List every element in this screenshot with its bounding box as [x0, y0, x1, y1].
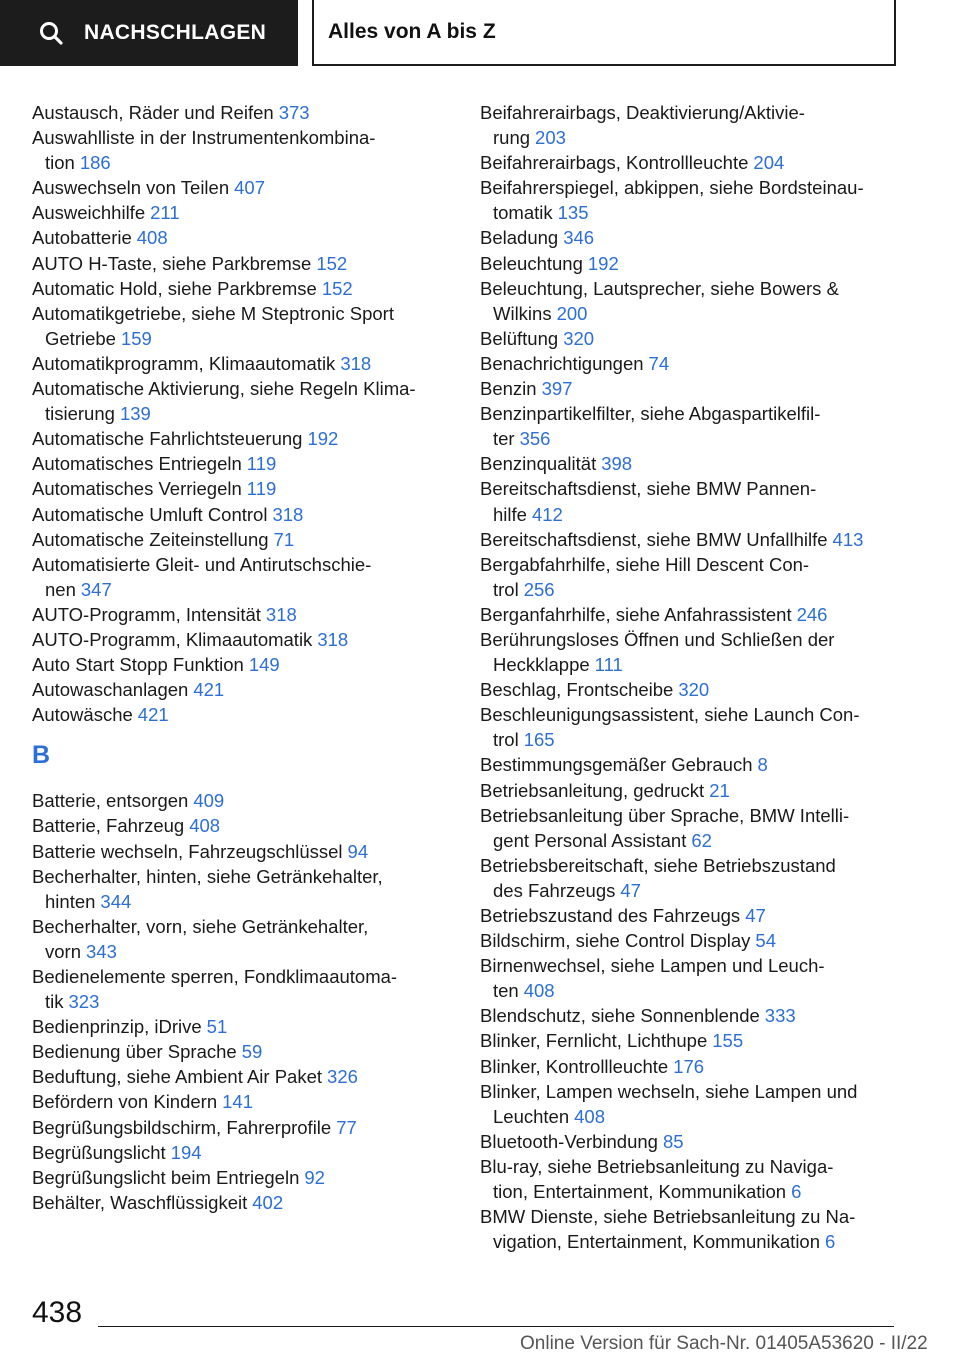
page-number: 438: [32, 1296, 83, 1329]
page-reference-link[interactable]: 8: [757, 754, 768, 776]
page-reference-link[interactable]: 318: [317, 628, 349, 650]
index-entry: [32, 1140, 462, 1165]
index-entry: [480, 602, 910, 627]
index-entry-text: BMW Dienste, siehe Betriebsanleitung zu Na-: [480, 1206, 856, 1228]
index-entry-text: Birnenwechsel, siehe Lampen und Leuch-: [480, 955, 825, 977]
index-entry: [480, 150, 910, 175]
index-entry: [32, 1014, 462, 1039]
index-entry: [32, 276, 462, 301]
index-entry-text: Benachrichtigungen: [480, 352, 644, 374]
index-entry: [480, 326, 910, 351]
index-entry: [32, 1115, 462, 1140]
index-entry: [480, 1054, 910, 1079]
page-reference-link[interactable]: 347: [80, 578, 112, 600]
index-entry-text: Autowäsche: [32, 704, 133, 726]
index-entry-text: Betriebsanleitung, gedruckt: [480, 779, 705, 801]
index-entry: [32, 225, 462, 250]
index-entry-text: Batterie, entsorgen: [32, 790, 189, 812]
index-entry-text-continued: Leuchten: [493, 1105, 570, 1127]
page-reference-link[interactable]: 356: [519, 428, 551, 450]
index-entry: [480, 527, 910, 552]
index-entry-text: Batterie wechseln, Fahrzeugschlüssel: [32, 840, 343, 862]
index-entry-text-continued: Wilkins: [493, 302, 552, 324]
index-entry: [480, 1154, 910, 1204]
index-entry: [32, 125, 462, 175]
index-entry-text: Beschleunigungsassistent, siehe Launch Con-: [480, 704, 860, 726]
index-entry: [480, 376, 910, 401]
page-reference-link[interactable]: 318: [272, 503, 304, 525]
index-entry: [480, 778, 910, 803]
index-entry-text-continued: vigation, Entertainment, Kommunikation: [493, 1231, 821, 1253]
index-entry: [480, 677, 910, 702]
index-entry-text: Beladung: [480, 227, 559, 249]
index-entry-text-continued: hilfe: [493, 503, 527, 525]
index-entry-text: Bedienprinzip, iDrive: [32, 1016, 202, 1038]
index-entry-text: Bedienelemente sperren, Fondklimaautoma-: [32, 966, 398, 987]
page-reference-link[interactable]: 159: [120, 327, 152, 349]
index-entry: [480, 451, 910, 476]
index-entry-text: Benzinpartikelfilter, siehe Abgaspartikelfil-: [480, 403, 821, 425]
index-entry-text: Auswahlliste in der Instrumentenkombina-: [32, 127, 376, 149]
index-entry: [480, 1028, 910, 1053]
index-entry: [480, 476, 910, 526]
index-entry: [480, 100, 910, 150]
index-entry-text: Bergabfahrhilfe, siehe Hill Descent Con-: [480, 553, 810, 575]
page-reference-link[interactable]: 149: [248, 654, 280, 676]
index-entry: [480, 401, 910, 451]
page-reference-link[interactable]: 200: [556, 302, 588, 324]
index-entry-text: Beschlag, Frontscheibe: [480, 679, 674, 701]
index-entry: [32, 702, 462, 727]
page-reference-link[interactable]: 47: [745, 905, 766, 926]
index-entry: [32, 1064, 462, 1089]
index-entry-text: Berganfahrhilfe, siehe Anfahrassistent: [480, 603, 792, 625]
index-list-a: [32, 100, 462, 727]
index-entry: [480, 1129, 910, 1154]
search-icon: [38, 20, 64, 46]
index-entry-text: Bluetooth-Verbindung: [480, 1130, 658, 1152]
index-entry-text: Blu-ray, siehe Betriebsanleitung zu Naviga-: [480, 1155, 834, 1177]
index-entry: [480, 803, 910, 853]
index-entry: [32, 200, 462, 225]
index-entry-text-continued: Heckklappe: [493, 654, 590, 676]
section-letter-b: B: [32, 741, 51, 770]
index-entry-text: Automatic Hold, siehe Parkbremse: [32, 277, 317, 299]
page-reference-link[interactable]: 256: [523, 578, 555, 600]
index-entry: [32, 788, 462, 813]
page-reference-link[interactable]: 344: [100, 890, 132, 912]
index-entry-text: Becherhalter, vorn, siehe Getränkehalter,: [32, 915, 369, 937]
index-entry-text: Betriebsanleitung über Sprache, BMW Intelli-: [480, 804, 850, 826]
index-entry-text: Automatische Umluft Control: [32, 503, 268, 525]
index-entry-text-continued: gent Personal Assistant: [493, 829, 687, 851]
index-entry-text: Behälter, Waschflüssigkeit: [32, 1191, 248, 1213]
index-list-b: [32, 788, 462, 1215]
index-entry-text-continued: tion: [45, 152, 75, 174]
index-entry-text: Begrüßungsbildschirm, Fahrerprofile: [32, 1116, 332, 1138]
section-title: Alles von A bis Z: [328, 20, 496, 43]
index-entry-text: Austausch, Räder und Reifen: [32, 102, 274, 123]
index-entry: [32, 175, 462, 200]
index-entry-text: Beleuchtung: [480, 252, 583, 274]
index-entry-text: Automatische Fahrlichtsteuerung: [32, 428, 303, 450]
index-entry: [32, 1190, 462, 1215]
page-reference-link[interactable]: 141: [222, 1091, 253, 1113]
index-entry-text-continued: trol: [493, 729, 519, 751]
index-entry-text: Bestimmungsgemäßer Gebrauch: [480, 754, 753, 776]
page-reference-link[interactable]: 407: [234, 177, 265, 199]
page-reference-link[interactable]: 204: [753, 152, 785, 174]
index-entry: [32, 451, 462, 476]
page-reference-link[interactable]: 408: [523, 980, 555, 1002]
search-tab-label: NACHSCHLAGEN: [84, 21, 267, 44]
index-entry-text: Betriebszustand des Fahrzeugs: [480, 905, 741, 926]
index-entry-text: Automatische Aktivierung, siehe Regeln Klima-: [32, 378, 416, 400]
index-entry-text-continued: tisierung: [45, 403, 115, 425]
index-entry-text-continued: tomatik: [493, 202, 553, 224]
index-entry: [480, 752, 910, 777]
page-reference-link[interactable]: 194: [170, 1141, 202, 1163]
index-entry-text: Auswechseln von Teilen: [32, 177, 230, 199]
index-entry-text: Bereitschaftsdienst, siehe BMW Pannen-: [480, 478, 817, 500]
page-reference-link[interactable]: 203: [535, 127, 566, 149]
page-reference-link[interactable]: 409: [193, 790, 225, 812]
page-reference-link[interactable]: 6: [791, 1181, 802, 1203]
index-entry: [480, 853, 910, 903]
index-entry-text: Batterie, Fahrzeug: [32, 815, 185, 837]
index-entry-text: Bedienung über Sprache: [32, 1041, 237, 1063]
index-entry: [480, 552, 910, 602]
index-entry: [32, 251, 462, 276]
index-entry-text: Automatische Zeiteinstellung: [32, 528, 269, 550]
index-entry-text: Beduftung, siehe Ambient Air Paket: [32, 1066, 323, 1088]
index-entry: [32, 964, 462, 1014]
online-version-note: Online Version für Sach-Nr. 01405A53620 - II/22: [520, 1333, 928, 1354]
index-entry: [32, 502, 462, 527]
index-entry: [480, 1204, 910, 1254]
page-reference-link[interactable]: 54: [755, 930, 776, 952]
index-entry-text-continued: vorn: [45, 940, 81, 962]
index-entry: [480, 276, 910, 326]
page-reference-link[interactable]: 92: [304, 1166, 325, 1188]
footer-divider: [98, 1326, 894, 1327]
index-entry-text: Blinker, Kontrollleuchte: [480, 1055, 669, 1077]
page-reference-link[interactable]: 165: [523, 729, 555, 751]
index-entry-text-continued: ten: [493, 980, 519, 1002]
index-entry: [480, 225, 910, 250]
index-entry-text: Automatikgetriebe, siehe M Steptronic Sport: [32, 302, 394, 324]
index-entry: [480, 251, 910, 276]
index-entry-text: Blinker, Lampen wechseln, siehe Lampen und: [480, 1080, 858, 1102]
page-reference-link[interactable]: 62: [691, 829, 712, 851]
search-tab[interactable]: [0, 0, 298, 66]
index-entry-text: Beifahrerspiegel, abkippen, siehe Bordsteinau-: [480, 177, 864, 199]
index-entry-text: AUTO-Programm, Klimaautomatik: [32, 628, 313, 650]
index-entry-text: Berührungsloses Öffnen und Schließen der: [480, 628, 835, 650]
page-reference-link[interactable]: 408: [189, 815, 221, 837]
page-reference-link[interactable]: 135: [557, 202, 589, 224]
index-entry-text-continued: des Fahrzeugs: [493, 879, 616, 901]
index-entry-text: Automatisches Verriegeln: [32, 478, 242, 500]
index-entry-text: Automatisierte Gleit- und Antirutschschie-: [32, 553, 372, 575]
index-entry: [32, 1165, 462, 1190]
index-entry: [32, 376, 462, 426]
index-entry-text: Beifahrerairbags, Kontrollleuchte: [480, 152, 749, 174]
page-reference-link[interactable]: 421: [193, 679, 225, 701]
index-entry-text-continued: ter: [493, 428, 515, 450]
index-entry: [32, 627, 462, 652]
index-entry-text: Beleuchtung, Lautsprecher, siehe Bowers &: [480, 277, 839, 299]
page-reference-link[interactable]: 6: [825, 1231, 836, 1253]
page-reference-link[interactable]: 318: [340, 352, 372, 374]
index-entry: [32, 1089, 462, 1114]
index-entry-text-continued: nen: [45, 578, 76, 600]
index-entry-text: Begrüßungslicht beim Entriegeln: [32, 1166, 300, 1188]
index-entry: [32, 476, 462, 501]
index-column-right: [480, 100, 910, 1254]
index-entry: [32, 839, 462, 864]
index-entry: [480, 928, 910, 953]
index-entry-text: Beifahrerairbags, Deaktivierung/Aktivie-: [480, 102, 805, 123]
page-reference-link[interactable]: 211: [150, 202, 180, 224]
section-title-tab: [312, 0, 896, 66]
page-reference-link[interactable]: 421: [137, 704, 169, 726]
page-reference-link[interactable]: 77: [336, 1116, 357, 1138]
page-reference-link[interactable]: 373: [278, 102, 310, 123]
page-reference-link[interactable]: 246: [796, 603, 828, 625]
index-entry-text: Belüftung: [480, 327, 559, 349]
page-reference-link[interactable]: 139: [119, 403, 151, 425]
index-entry: [32, 864, 462, 914]
page-reference-link[interactable]: 176: [673, 1055, 705, 1077]
index-entry-text: Auto Start Stopp Funktion: [32, 654, 244, 676]
index-entry-text-continued: Getriebe: [45, 327, 116, 349]
index-entry-text-continued: rung: [493, 127, 531, 149]
index-entry-text-continued: tik: [45, 991, 64, 1013]
index-entry-text: Benzin: [480, 378, 537, 400]
index-entry: [32, 914, 462, 964]
index-entry: [32, 1039, 462, 1064]
index-entry: [32, 652, 462, 677]
page-reference-link[interactable]: 71: [273, 528, 295, 550]
page-reference-link[interactable]: 119: [246, 478, 277, 500]
index-entry: [32, 426, 462, 451]
index-entry-text: Befördern von Kindern: [32, 1091, 218, 1113]
page-reference-link[interactable]: 111: [594, 654, 623, 676]
page-reference-link[interactable]: 186: [79, 152, 111, 174]
index-entry-text-continued: hinten: [45, 890, 96, 912]
index-entry-text: Blinker, Fernlicht, Lichthupe: [480, 1030, 708, 1052]
index-column-left: [32, 100, 462, 1215]
page-reference-link[interactable]: 397: [541, 378, 573, 400]
page-reference-link[interactable]: 413: [832, 528, 864, 550]
page-reference-link[interactable]: 408: [574, 1105, 605, 1127]
page-reference-link[interactable]: 320: [563, 327, 595, 349]
index-entry: [32, 602, 462, 627]
page-reference-link[interactable]: 398: [601, 453, 633, 475]
index-entry: [32, 301, 462, 351]
index-entry-text-continued: trol: [493, 578, 519, 600]
index-list-b-continued: [480, 100, 910, 1254]
index-entry-text: Automatikprogramm, Klimaautomatik: [32, 352, 336, 374]
page-header: [0, 0, 960, 70]
page-reference-link[interactable]: 119: [246, 453, 277, 475]
page-reference-link[interactable]: 326: [327, 1066, 358, 1088]
index-entry: [32, 351, 462, 376]
index-entry-text: Blendschutz, siehe Sonnenblende: [480, 1005, 760, 1027]
index-entry: [480, 627, 910, 677]
page-reference-link[interactable]: 318: [265, 603, 297, 625]
page-reference-link[interactable]: 192: [587, 252, 619, 274]
page-reference-link[interactable]: 74: [648, 352, 670, 374]
page-reference-link[interactable]: 412: [531, 503, 563, 525]
index-entry-text: Benzinqualität: [480, 453, 597, 475]
page-reference-link[interactable]: 47: [620, 879, 641, 901]
index-entry-text: Bildschirm, siehe Control Display: [480, 930, 751, 952]
index-entry-text: Autobatterie: [32, 227, 132, 249]
index-entry: [32, 527, 462, 552]
page-reference-link[interactable]: 59: [241, 1041, 263, 1063]
index-entry-text: Ausweichhilfe: [32, 202, 146, 224]
index-entry-text-continued: tion, Entertainment, Kommunikation: [493, 1181, 787, 1203]
page-reference-link[interactable]: 51: [206, 1016, 228, 1038]
index-entry: [32, 552, 462, 602]
index-entry-text: Becherhalter, hinten, siehe Getränkehalter,: [32, 865, 383, 887]
index-entry: [480, 1079, 910, 1129]
index-entry: [32, 677, 462, 702]
index-entry-text: Bereitschaftsdienst, siehe BMW Unfallhilfe: [480, 528, 828, 550]
page-reference-link[interactable]: 320: [678, 679, 710, 701]
page-reference-link[interactable]: 343: [86, 940, 117, 962]
index-entry: [480, 702, 910, 752]
page-reference-link[interactable]: 346: [563, 227, 595, 249]
index-entry: [32, 100, 462, 125]
index-entry: [480, 953, 910, 1003]
page-reference-link[interactable]: 94: [347, 840, 369, 862]
index-entry: [480, 175, 910, 225]
page-reference-link[interactable]: 152: [321, 277, 353, 299]
index-entry: [480, 1003, 910, 1028]
page-reference-link[interactable]: 152: [316, 252, 348, 274]
index-entry-text: Betriebsbereitschaft, siehe Betriebszustand: [480, 854, 836, 876]
index-entry-text: AUTO H-Taste, siehe Parkbremse: [32, 252, 312, 274]
page-reference-link[interactable]: 402: [252, 1191, 284, 1213]
index-entry: [480, 903, 910, 928]
page-reference-link[interactable]: 333: [764, 1005, 796, 1027]
index-entry-text: Autowaschanlagen: [32, 679, 189, 701]
page-reference-link[interactable]: 21: [709, 779, 730, 801]
page-reference-link[interactable]: 85: [662, 1130, 684, 1152]
page-reference-link[interactable]: 323: [68, 991, 100, 1013]
index-entry-text: AUTO-Programm, Intensität: [32, 603, 261, 625]
page-reference-link[interactable]: 408: [136, 227, 168, 249]
index-entry: [32, 813, 462, 838]
index-entry-text: Begrüßungslicht: [32, 1141, 166, 1163]
index-entry: [480, 351, 910, 376]
page-reference-link[interactable]: 192: [307, 428, 339, 450]
index-entry-text: Automatisches Entriegeln: [32, 453, 242, 475]
page-reference-link[interactable]: 155: [712, 1030, 744, 1052]
